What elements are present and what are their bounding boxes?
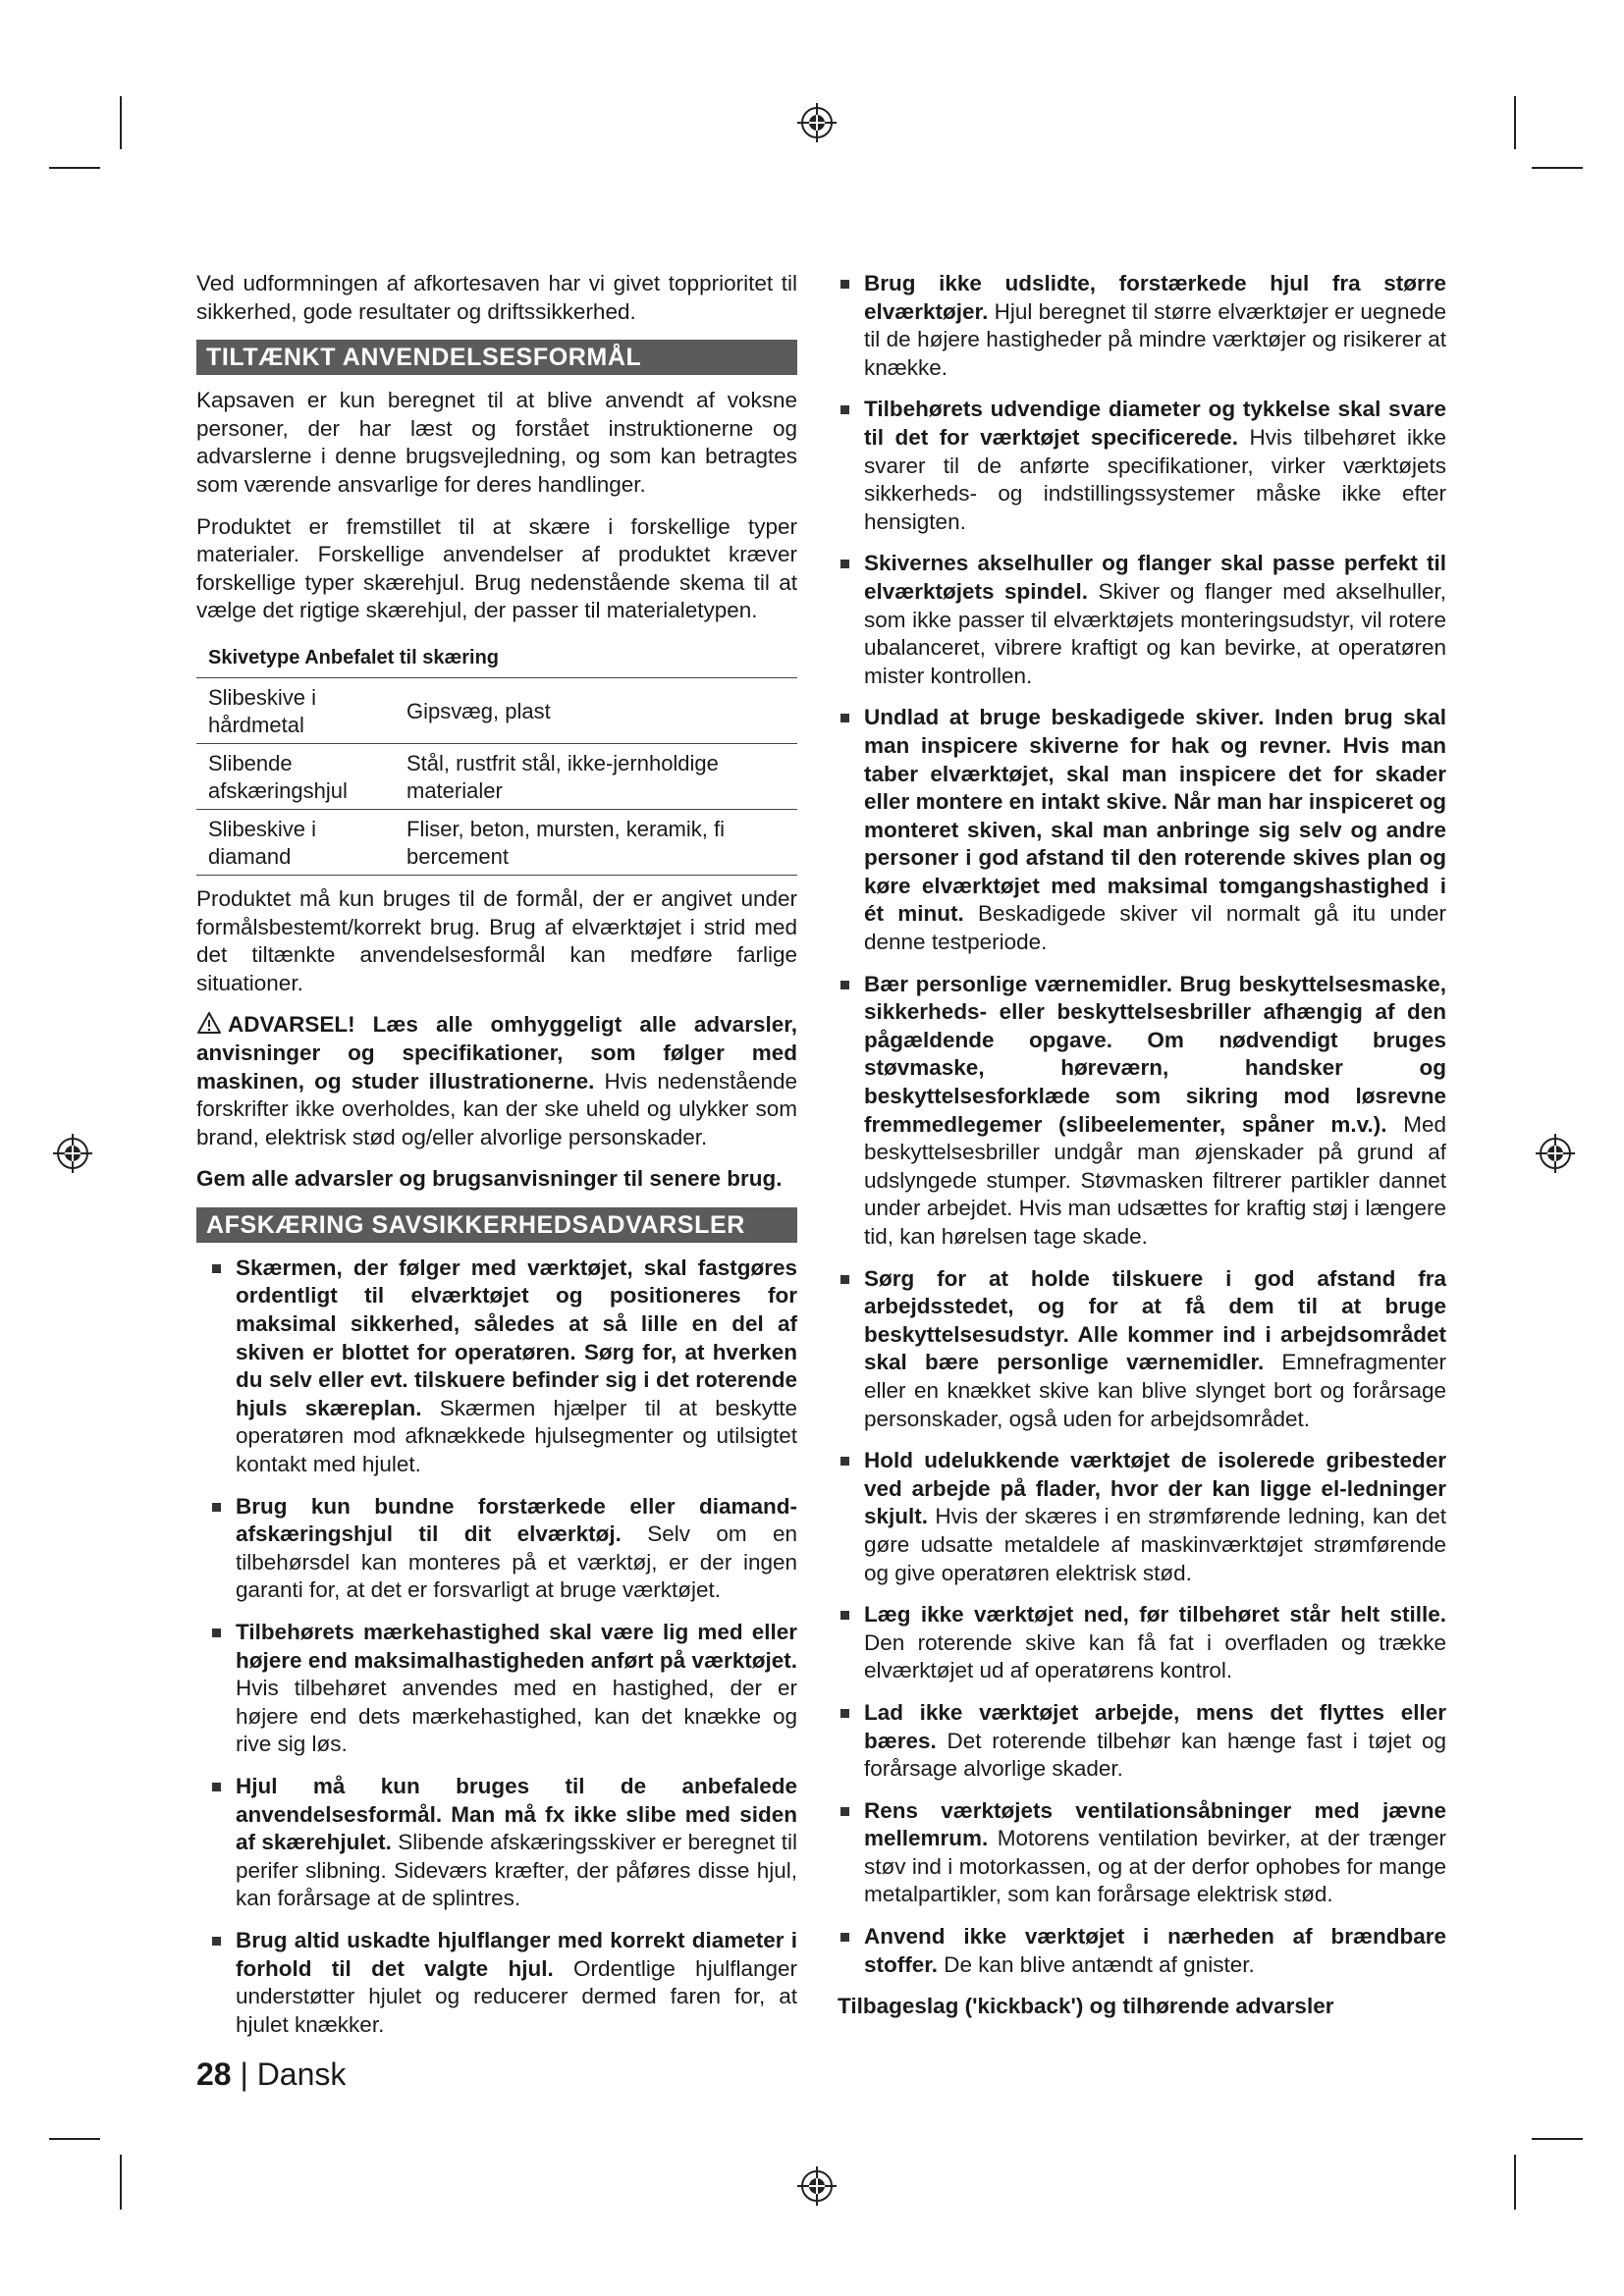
table-row	[196, 677, 797, 743]
crop-mark	[120, 2155, 122, 2210]
item-text: Hvis tilbehøret anvendes med en hastighed, der er højere end dets mærkehastighed, kan det knække og rive sig løs.	[236, 1676, 797, 1757]
section-heading-intended-use: TILTÆNKT ANVENDELSESFORMÅL	[196, 340, 797, 375]
item-text: Skærmen hjælper til at beskytte operatøren mod afknækkede hjulsegmenter og utilsigtet kontakt med hjulet.	[236, 1395, 797, 1477]
section-heading-safety-warnings: AFSKÆRING SAVSIKKERHEDSADVARSLER	[196, 1207, 797, 1243]
list-item	[838, 550, 1446, 690]
paragraph: Produktet er fremstillet til at skære i forskellige typer materialer. Forskellige anvendelser af produktet kræver forskellige typer skærehjul. Brug nedenstående skema til at vælge det rigtige skærehjul, der passer til materialetypen.	[196, 513, 797, 623]
warning-text: Hvis nedenstående forskrifter ikke overholdes, kan der ske uheld og ulykker som brand, elektrisk stød og/eller alvorlige personskader.	[196, 1068, 797, 1149]
list-item	[838, 1265, 1446, 1434]
item-text: Hvis der skæres i en strømførende ledning, kan det gøre udsatte metaldele af maskinværktøjet strømførende og give operatøren elektrisk stød.	[864, 1504, 1446, 1585]
registration-mark-icon	[1534, 1132, 1577, 1175]
bullet-square-icon	[840, 280, 849, 289]
page-number: 28	[196, 2056, 232, 2092]
table-cell: Slibeskive i diamand	[196, 809, 395, 875]
save-note-bold: Gem alle advarsler og brugsanvisninger til senere brug.	[196, 1166, 783, 1192]
item-bold: Læg ikke værktøjet ned, før tilbehøret står helt stille.	[864, 1602, 1446, 1628]
warning-paragraph	[196, 1011, 797, 1151]
list-item	[196, 1255, 797, 1479]
item-text: Med beskyttelsesbriller undgår man øjenskader på grund af udslyngede stumper. Støvmasken filtrerer partikler dannet under arbejdet. Hvis man udsættes for kraftig støj i længere tid, kan hørelsen tage skade.	[864, 1111, 1446, 1249]
item-text: Den roterende skive kan få fat i overfladen og trække elværktøjet ud af operatørens kontrol.	[864, 1629, 1446, 1683]
crop-mark	[1514, 96, 1516, 149]
table-cell: Stål, rustfrit stål, ikke-jernholdige materialer	[395, 743, 797, 809]
bullet-square-icon	[212, 1783, 221, 1791]
table-cell: Fliser, beton, mursten, keramik, fi bercement	[395, 809, 797, 875]
list-item	[838, 971, 1446, 1252]
bullet-square-icon	[840, 714, 849, 722]
item-bold: Skærmen, der følger med værktøjet, skal fastgøres ordentligt til elværktøjet og positioneres for maksimal sikkerhed, således at så lille en del af skiven er blottet for operatøren. Sørg for, at hverken du selv eller evt. tilskuere befinder sig i det roterende hjuls skæreplan.	[236, 1255, 797, 1420]
footer-language: Dansk	[256, 2056, 347, 2092]
item-bold: Anvend ikke værktøjet i nærheden af brændbare stoffer.	[864, 1924, 1446, 1977]
crop-mark	[1532, 2138, 1583, 2140]
bullet-square-icon	[840, 1457, 849, 1466]
item-bold: Tilbehørets mærkehastighed skal være lig med eller højere end maksimalhastigheden anført på værktøjet.	[236, 1620, 797, 1673]
item-bold: Hjul må kun bruges til de anbefalede anvendelsesformål. Man må fx ikke slibe med siden af skærehjulet.	[236, 1773, 797, 1855]
bullet-square-icon	[212, 1629, 221, 1637]
item-bold: Rens værktøjets ventilationsåbninger med jævne mellemrum.	[864, 1797, 1446, 1851]
item-text: Hjul beregnet til større elværktøjer er uegnede til de højere hastigheder på mindre værktøjer og risikerer at knække.	[864, 298, 1446, 380]
list-item	[838, 704, 1446, 956]
crop-mark	[1514, 2155, 1516, 2210]
list-item	[196, 1619, 797, 1759]
footer-separator: |	[231, 2056, 257, 2092]
right-column	[838, 270, 1446, 2021]
bullet-square-icon	[840, 981, 849, 989]
item-text: Emnefragmenter eller en knækket skive kan blive slynget bort og forårsage personskader, også uden for arbejdsområdet.	[864, 1350, 1447, 1431]
registration-mark-icon	[795, 101, 839, 144]
bullet-square-icon	[840, 1709, 849, 1718]
item-text: Beskadigede skiver vil normalt gå itu under denne testperiode.	[864, 901, 1446, 955]
bullet-square-icon	[840, 1807, 849, 1816]
list-item	[838, 1699, 1446, 1784]
list-item	[838, 1447, 1446, 1587]
bullet-square-icon	[840, 1933, 849, 1942]
item-bold: Undlad at bruge beskadigede skiver. Inden brug skal man inspicere skiverne for hak og revner. Hvis man taber elværktøjet, skal man inspicere det for skader eller montere en intakt skive. Når man har inspiceret og monteret skiven, skal man anbringe sig selv og andre personer i god afstand til den roterende skives plan og køre elværktøjet med maksimal tomgangshastighed i ét minut.	[864, 705, 1446, 927]
bullet-square-icon	[212, 1503, 221, 1512]
item-bold: Hold udelukkende værktøjet de isolerede gribesteder ved arbejde på flader, hvor der kan ligge el-ledninger skjult.	[864, 1448, 1446, 1529]
bullet-square-icon	[212, 1264, 221, 1273]
table-cell: Gipsvæg, plast	[395, 677, 797, 743]
item-bold: Brug ikke udslidte, forstærkede hjul fra større elværktøjer.	[864, 271, 1446, 324]
kickback-heading: Tilbageslag ('kickback') og tilhørende advarsler	[838, 1994, 1334, 2019]
item-text: Hvis tilbehøret ikke svarer til de anførte specifikationer, virker værktøjets sikkerheds- og indstillingssystemer måske ikke efter hensigten.	[864, 424, 1446, 534]
item-bold: Bær personlige værnemidler. Brug beskyttelsesmaske, sikkerheds- eller beskyttelsesbriller afhængig af den pågældende opgave. Om nødvendigt bruges støvmaske, høreværn, handsker og beskyttelsesforklæde som sikring mod løsrevne fremmedlegemer (slibeelementer, spåner m.v.).	[864, 971, 1446, 1137]
item-text: Det roterende tilbehør kan hænge fast i tøjet og forårsage alvorlige skader.	[864, 1728, 1446, 1782]
item-text: Slibende afskæringsskiver er beregnet til perifer slibning. Sideværs kræfter, der påføres disse hjul, kan forårsage at de splintres.	[236, 1830, 797, 1911]
item-bold: Tilbehørets udvendige diameter og tykkelse skal svare til det for værktøjet specificerede.	[864, 397, 1446, 450]
bullet-square-icon	[840, 560, 849, 568]
crop-mark	[120, 96, 122, 149]
table-cell: Slibende afskæringshjul	[196, 743, 395, 809]
paragraph: Produktet må kun bruges til de formål, der er angivet under formålsbestemt/korrekt brug. Brug af elværktøjet i strid med det tiltænkte anvendelsesformål kan medføre farlige situationer.	[196, 885, 797, 995]
table-row	[196, 809, 797, 875]
paragraph: Kapsaven er kun beregnet til at blive anvendt af voksne personer, der har læst og forstået instruktionerne og advarslerne i denne brugsvejledning, og som kan betragtes som værende ansvarlige for deres handlinger.	[196, 388, 797, 497]
item-text: Motorens ventilation bevirker, at der trænger støv ind i motorkassen, og at der derfor ophobes for mange metalpartikler, som kan forårsage elektrisk stød.	[864, 1826, 1446, 1907]
item-bold: Lad ikke værktøjet arbejde, mens det flyttes eller bæres.	[864, 1699, 1446, 1753]
registration-mark-icon	[795, 2164, 839, 2208]
warning-triangle-icon	[196, 1011, 222, 1035]
left-column	[196, 270, 797, 2053]
crop-mark	[49, 2138, 100, 2140]
table-row	[196, 743, 797, 809]
intro-paragraph: Ved udformningen af afkortesaven har vi givet topprioritet til sikkerhed, gode resultater og driftssikkerhed.	[196, 271, 797, 324]
item-text: Skiver og flanger med akselhuller, som ikke passer til elværktøjets monteringsudstyr, vil rotere ubalanceret, vibrere kraftigt og kan bevirke, at operatøren mister kontrollen.	[864, 578, 1446, 688]
table-header: Skivetype Anbefalet til skæring	[208, 646, 500, 668]
item-bold: Skivernes akselhuller og flanger skal passe perfekt til elværktøjets spindel.	[864, 551, 1446, 604]
crop-mark	[49, 167, 100, 169]
table-cell: Slibeskive i hårdmetal	[196, 677, 395, 743]
list-item	[838, 1923, 1446, 1979]
list-item	[838, 1797, 1446, 1909]
crop-mark	[1532, 167, 1583, 169]
item-bold: Sørg for at holde tilskuere i god afstand fra arbejdsstedet, og for at få dem til at bruge beskyttelsesudstyr. Alle kommer ind i arbejdsområdet skal bære personlige værnemidler.	[864, 1265, 1446, 1375]
item-text: De kan blive antændt af gnister.	[938, 1951, 1255, 1977]
item-text: Ordentlige hjulflanger understøtter hjulet og reducerer dermed faren for, at hjulet knækker.	[236, 1955, 798, 2037]
item-bold: Brug kun bundne forstærkede eller diamand-afskæringshjul til dit elværktøj.	[236, 1493, 797, 1547]
list-item	[196, 1493, 797, 1605]
list-item	[838, 270, 1446, 382]
bullet-square-icon	[212, 1937, 221, 1946]
item-bold: Brug altid uskadte hjulflanger med korrekt diameter i forhold til det valgte hjul.	[236, 1927, 797, 1981]
bullet-square-icon	[840, 1275, 849, 1284]
list-item	[196, 1927, 797, 2039]
warning-bold: ADVARSEL! Læs alle omhyggeligt alle advarsler, anvisninger og specifikationer, som følger med maskinen, og studer illustrationerne.	[196, 1012, 797, 1094]
list-item	[838, 1601, 1446, 1685]
registration-mark-icon	[51, 1132, 94, 1175]
list-item	[838, 396, 1446, 536]
save-note	[196, 1165, 797, 1194]
list-item	[196, 1773, 797, 1913]
page-footer	[196, 2056, 346, 2093]
bullet-square-icon	[840, 1611, 849, 1620]
item-text: Selv om en tilbehørsdel kan monteres på et værktøj, er der ingen garanti for, at det er forsvarligt at bruge værktøjet.	[236, 1522, 797, 1603]
wheel-type-table	[196, 677, 797, 876]
bullet-square-icon	[840, 405, 849, 414]
